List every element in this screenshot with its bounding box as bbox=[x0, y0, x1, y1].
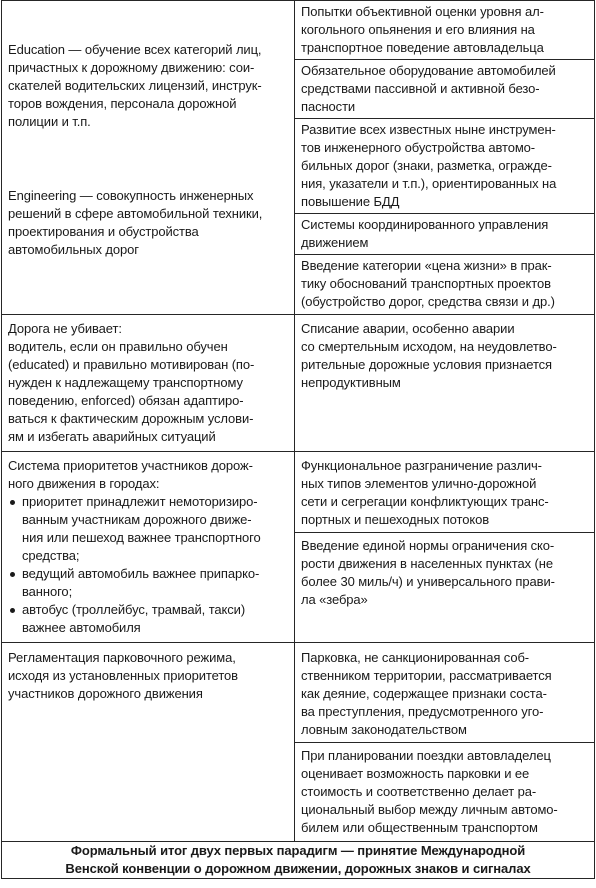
bullet-icon bbox=[10, 500, 15, 505]
paradigm-table bbox=[1, 0, 595, 879]
list-item: приоритет принадлежит немоторизиро- ванным участникам дорожного движе- ния или пешеход важнее транспортного средства; bbox=[8, 493, 286, 565]
right-cell bbox=[295, 452, 595, 643]
sub-cell: Введение единой нормы ограничения ско- рости движения в населенных пунктах (не более 30 миль/ч) и универсального прави- ла «зебра» bbox=[295, 532, 594, 613]
engineering-text: Engineering — совокупность инженерных решений в сфере автомобильной техники, проектирования и обустройства автомобильных дорог bbox=[8, 188, 263, 257]
bullet-icon bbox=[10, 572, 15, 577]
sub-cell: Функциональное разграничение различ- ных типов элементов улично-дорожной сети и сегрегации конфликтующих транс- портных и пешеходных потоков bbox=[301, 458, 549, 527]
priority-list bbox=[8, 493, 286, 637]
parking-regulation-text: Регламентация парковочного режима, исходя из установленных приоритетов участников дорожного движения bbox=[8, 650, 238, 701]
left-cell bbox=[2, 315, 295, 452]
sub-cell: Развитие всех известных ныне инструмен- тов инженерного обустройства автомо- бильных дорог (знаки, разметка, огражде- ния, указатели и т.п.), ориентированных на повышение БДД bbox=[295, 118, 594, 213]
sub-cell: Списание аварии, особенно аварии со смертельным исходом, на неудовлетво- рительные дорожные условия признается непродуктивным bbox=[301, 321, 557, 390]
left-cell bbox=[2, 1, 295, 315]
sub-cell: Введение категории «цена жизни» в прак- тику обоснований транспортных проектов (обустройство дорог, средства связи и др.) bbox=[295, 254, 594, 314]
table-row bbox=[2, 1, 595, 315]
list-item: автобус (троллейбус, трамвай, такси) важнее автомобиля bbox=[8, 601, 286, 637]
table-row bbox=[2, 452, 595, 643]
priority-system-text: Система приоритетов участников дорож- ного движения в городах: bbox=[8, 458, 253, 491]
right-cell bbox=[295, 643, 595, 842]
road-does-not-kill-text: Дорога не убивает: водитель, если он правильно обучен (educated) и правильно мотивирован (по- нужден к надлежащему транспортному поведению, enforced) обязан адаптиро- ваться к фактическим дорожным услови- ям и избегать аварийных ситуаций bbox=[8, 321, 255, 444]
left-cell bbox=[2, 643, 295, 842]
sub-cell: Системы координированного управления движением bbox=[295, 213, 594, 254]
list-item: ведущий автомобиль важнее припарко- ванного; bbox=[8, 565, 286, 601]
right-cell bbox=[295, 1, 595, 315]
sub-cell: Попытки объективной оценки уровня ал- когольного опьянения и его влияния на транспортное поведение автовладельца bbox=[301, 4, 544, 55]
bullet-icon bbox=[10, 608, 15, 613]
summary-footer: Формальный итог двух первых парадигм — принятие Международной Венской конвенции о дорожном движении, дорожных знаков и сигналах bbox=[2, 842, 595, 879]
table-row bbox=[2, 315, 595, 452]
right-cell bbox=[295, 315, 595, 452]
sub-cell: При планировании поездки автовладелец оценивает возможность парковки и ее стоимость и соответственно делает ра- циональный выбор между личным автомо- билем или общественным транспортом bbox=[295, 742, 594, 841]
left-cell bbox=[2, 452, 295, 643]
sub-cell: Парковка, не санкционированная соб- ственником территории, рассматривается как деяние, содержащее признаки соста- ва преступления, предусмотренного уго- ловным законодательством bbox=[301, 650, 552, 737]
sub-cell: Обязательное оборудование автомобилей средствами пассивной и активной безо- пасности bbox=[295, 59, 594, 118]
table-row bbox=[2, 643, 595, 842]
table-row bbox=[2, 842, 595, 879]
education-text: Education — обучение всех категорий лиц, причастных к дорожному движению: сои- скателей водительских лицензий, инструк- торов вождения, персонала дорожной полиции и т.п. bbox=[8, 42, 262, 129]
